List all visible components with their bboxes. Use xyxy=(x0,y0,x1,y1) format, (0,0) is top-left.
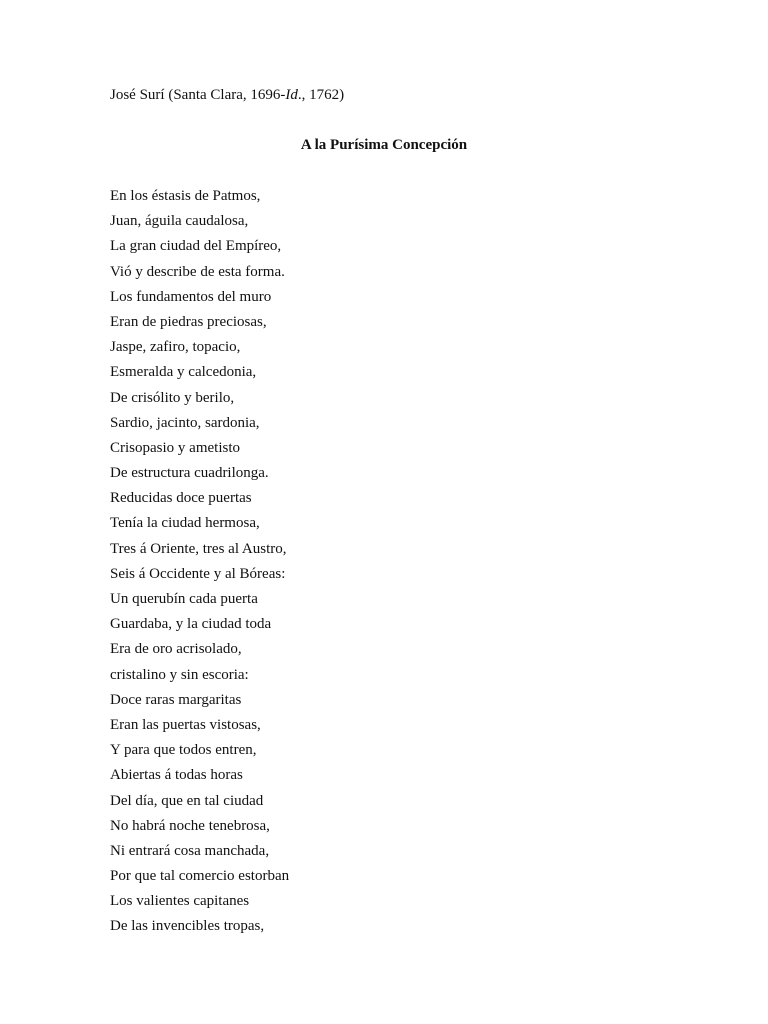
poem-line: Era de oro acrisolado, xyxy=(110,641,242,658)
poem-line: Y para que todos entren, xyxy=(110,742,257,759)
poem-line: No habrá noche tenebrosa, xyxy=(110,817,270,834)
poem-line: Los valientes capitanes xyxy=(110,893,250,910)
poem-line: De crisólito y berilo, xyxy=(110,389,235,406)
author-line xyxy=(110,85,344,105)
poem-line: De estructura cuadrilonga. xyxy=(110,465,269,482)
poem-line: Tres á Oriente, tres al Austro, xyxy=(110,540,287,557)
author-dates-prefix: (Santa Clara, 1696- xyxy=(164,87,286,103)
poem-line: Crisopasio y ametisto xyxy=(110,439,240,456)
poem-line: Los fundamentos del muro xyxy=(110,288,272,305)
poem-line: Tenía la ciudad hermosa, xyxy=(110,515,260,532)
poem-line: Seis á Occidente y al Bóreas: xyxy=(110,565,286,582)
poem-line: cristalino y sin escoria: xyxy=(110,666,249,683)
poem-line: Guardaba, y la ciudad toda xyxy=(110,616,272,633)
poem-line: Sardio, jacinto, sardonia, xyxy=(110,414,260,431)
poem-line: Ni entrará cosa manchada, xyxy=(110,842,270,859)
poem-line: La gran ciudad del Empíreo, xyxy=(110,238,282,255)
poem-line: Juan, águila caudalosa, xyxy=(110,213,249,230)
poem-line: De las invencibles tropas, xyxy=(110,918,265,935)
poem-title: A la Purísima Concepción xyxy=(300,137,468,153)
author-dates-id: Id xyxy=(285,87,298,103)
author-dates-suffix: ., 1762) xyxy=(297,87,345,103)
poem-line: Por que tal comercio estorban xyxy=(110,868,290,885)
poem-line: Jaspe, zafiro, topacio, xyxy=(110,339,241,356)
poem-line: Abiertas á todas horas xyxy=(110,767,243,784)
poem-line: Del día, que en tal ciudad xyxy=(110,792,264,809)
poem-line: Vió y describe de esta forma. xyxy=(110,263,285,280)
author-name: José Surí xyxy=(110,87,165,103)
poem-body xyxy=(110,184,289,940)
poem-line: Reducidas doce puertas xyxy=(110,490,252,507)
poem-line: Un querubín cada puerta xyxy=(110,591,258,607)
poem-line: Esmeralda y calcedonia, xyxy=(110,364,257,381)
poem-line: En los éstasis de Patmos, xyxy=(110,188,261,204)
poem-line: Doce raras margaritas xyxy=(110,691,242,708)
poem-line: Eran de piedras preciosas, xyxy=(110,313,267,330)
poem-line: Eran las puertas vistosas, xyxy=(110,716,261,733)
